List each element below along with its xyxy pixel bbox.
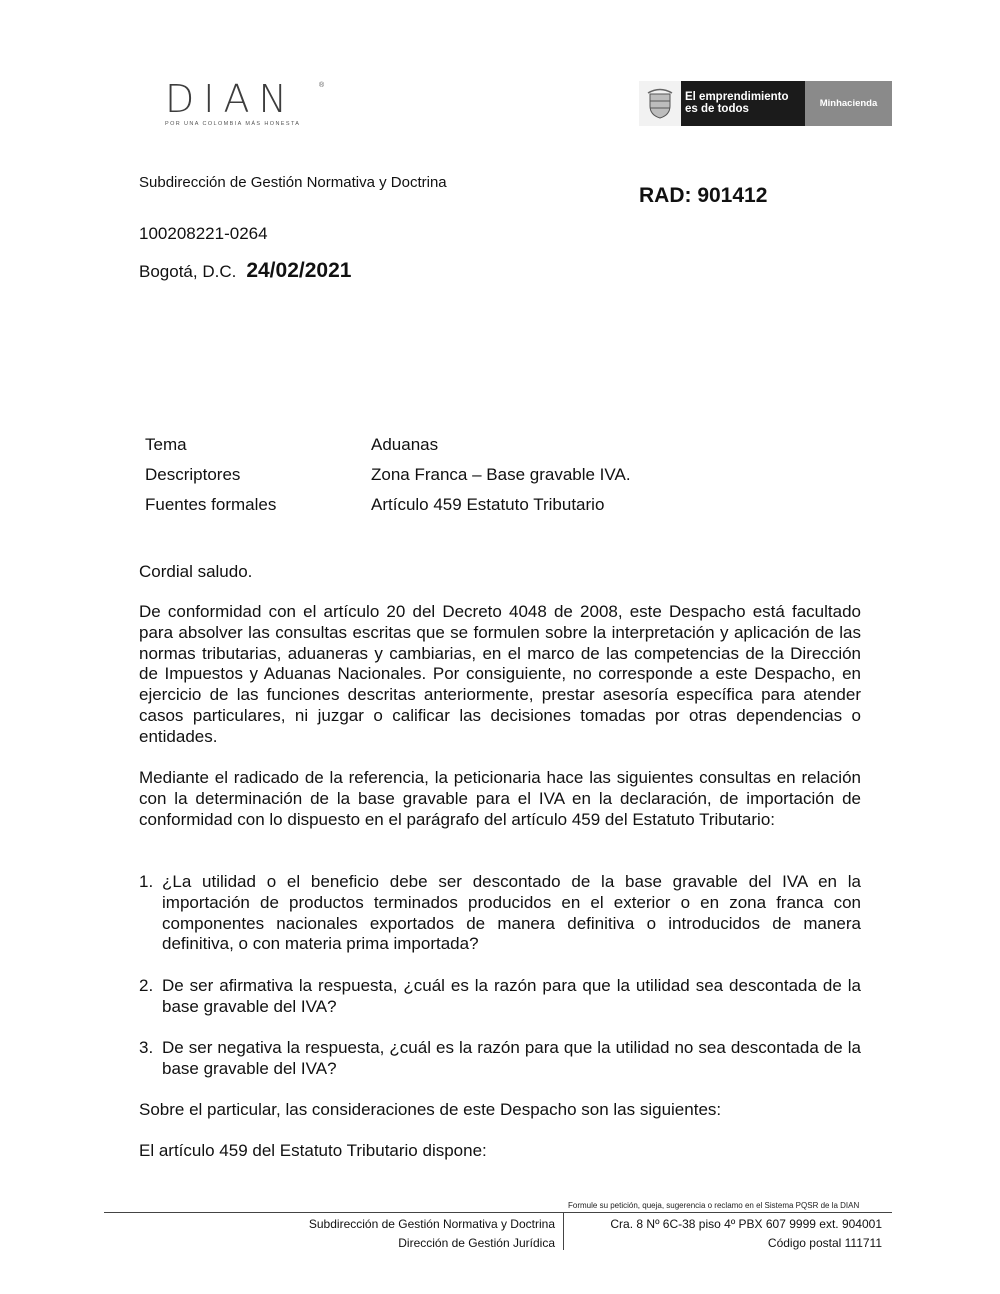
subject-label-tema: Tema: [145, 435, 187, 454]
subject-label-fuentes: Fuentes formales: [145, 495, 277, 514]
question-number: 3.: [139, 1038, 154, 1057]
question-text: De ser afirmativa la respuesta, ¿cuál es la razón para que la utilidad sea descontada de la base gravable del IVA?: [162, 976, 861, 1016]
government-slogan: [681, 81, 805, 126]
question-number: 1.: [139, 872, 154, 891]
paragraph-considerations: Sobre el particular, las consideraciones de este Despacho son las siguientes:: [139, 1100, 722, 1119]
footer-office-line-2: Dirección de Gestión Jurídica: [398, 1236, 555, 1250]
footer-office: [200, 1215, 555, 1253]
document-date: 24/02/2021: [246, 259, 352, 282]
footer-address: [575, 1215, 882, 1253]
slogan-line-2: es de todos: [685, 103, 749, 115]
question-text: ¿La utilidad o el beneficio debe ser descontado de la base gravable del IVA en la importación de productos terminados producidos en el exterior o en zona franca con componentes nacionales exportados de manera definitiva o introducidos de manera definitiva, o con materia prima importada?: [162, 872, 861, 954]
government-logo: [639, 81, 892, 126]
question-text: De ser negativa la respuesta, ¿cuál es la razón para que la utilidad no sea descontada de la base gravable del IVA?: [162, 1038, 861, 1078]
ministry-label: Minhacienda: [805, 81, 892, 126]
coat-of-arms-icon: [639, 81, 681, 126]
slogan-line-1: El emprendimiento: [685, 91, 789, 103]
question-item: [139, 1038, 861, 1080]
rad-number: RAD: 901412: [639, 184, 768, 207]
footer-vertical-divider: [563, 1213, 564, 1250]
footer-office-line-1: Subdirección de Gestión Normativa y Doctrina: [308, 1217, 555, 1231]
paragraph-article: El artículo 459 del Estatuto Tributario dispone:: [139, 1141, 487, 1160]
question-item: [139, 872, 861, 955]
greeting: Cordial saludo.: [139, 562, 253, 581]
date-line: [139, 259, 351, 283]
dian-logo-tagline: POR UNA COLOMBIA MÁS HONESTA: [165, 121, 301, 127]
subject-label-descriptores: Descriptores: [145, 465, 241, 484]
paragraph-request: Mediante el radicado de la referencia, la peticionaria hace las siguientes consultas en relación con la determinación de la base gravable para el IVA en la declaración, de importación de conformidad con lo dispuesto en el parágrafo del artículo 459 del Estatuto Tributario:: [139, 768, 861, 829]
question-item: [139, 976, 861, 1018]
subject-value-tema: Aduanas: [371, 435, 439, 454]
registered-mark: ®: [319, 82, 325, 89]
subject-value-fuentes: Artículo 459 Estatuto Tributario: [371, 495, 605, 514]
dian-logo-text: DIAN: [165, 77, 296, 121]
footer-address-line-1: Cra. 8 Nº 6C-38 piso 4º PBX 607 9999 ext. 904001: [610, 1217, 882, 1231]
dian-logo: [165, 77, 325, 130]
city: Bogotá, D.C.: [139, 262, 237, 281]
footer-divider: [104, 1212, 892, 1213]
office-name: Subdirección de Gestión Normativa y Doctrina: [139, 174, 447, 191]
question-number: 2.: [139, 976, 154, 995]
footer-postal-code: Código postal 111711: [767, 1236, 882, 1250]
paragraph-competence: De conformidad con el artículo 20 del Decreto 4048 de 2008, este Despacho está facultado para absolver las consultas escritas que se formulen sobre la interpretación y aplicación de las normas tributarias, aduaneras y cambiarias, en el marco de las competencias de la Dirección de Impuestos y Aduanas Nacionales. Por consiguiente, no corresponde a este Despacho, en ejercicio de las funciones descritas anteriormente, prestar asesoría específica para atender casos particulares, ni juzgar o calificar las decisiones tomadas por otras dependencias o entidades.: [139, 602, 861, 746]
reference-number: 100208221-0264: [139, 224, 268, 243]
footer-pqsr-note: Formule su petición, queja, sugerencia o reclamo en el Sistema PQSR de la DIAN: [568, 1201, 860, 1210]
subject-value-descriptores: Zona Franca – Base gravable IVA.: [371, 465, 631, 484]
